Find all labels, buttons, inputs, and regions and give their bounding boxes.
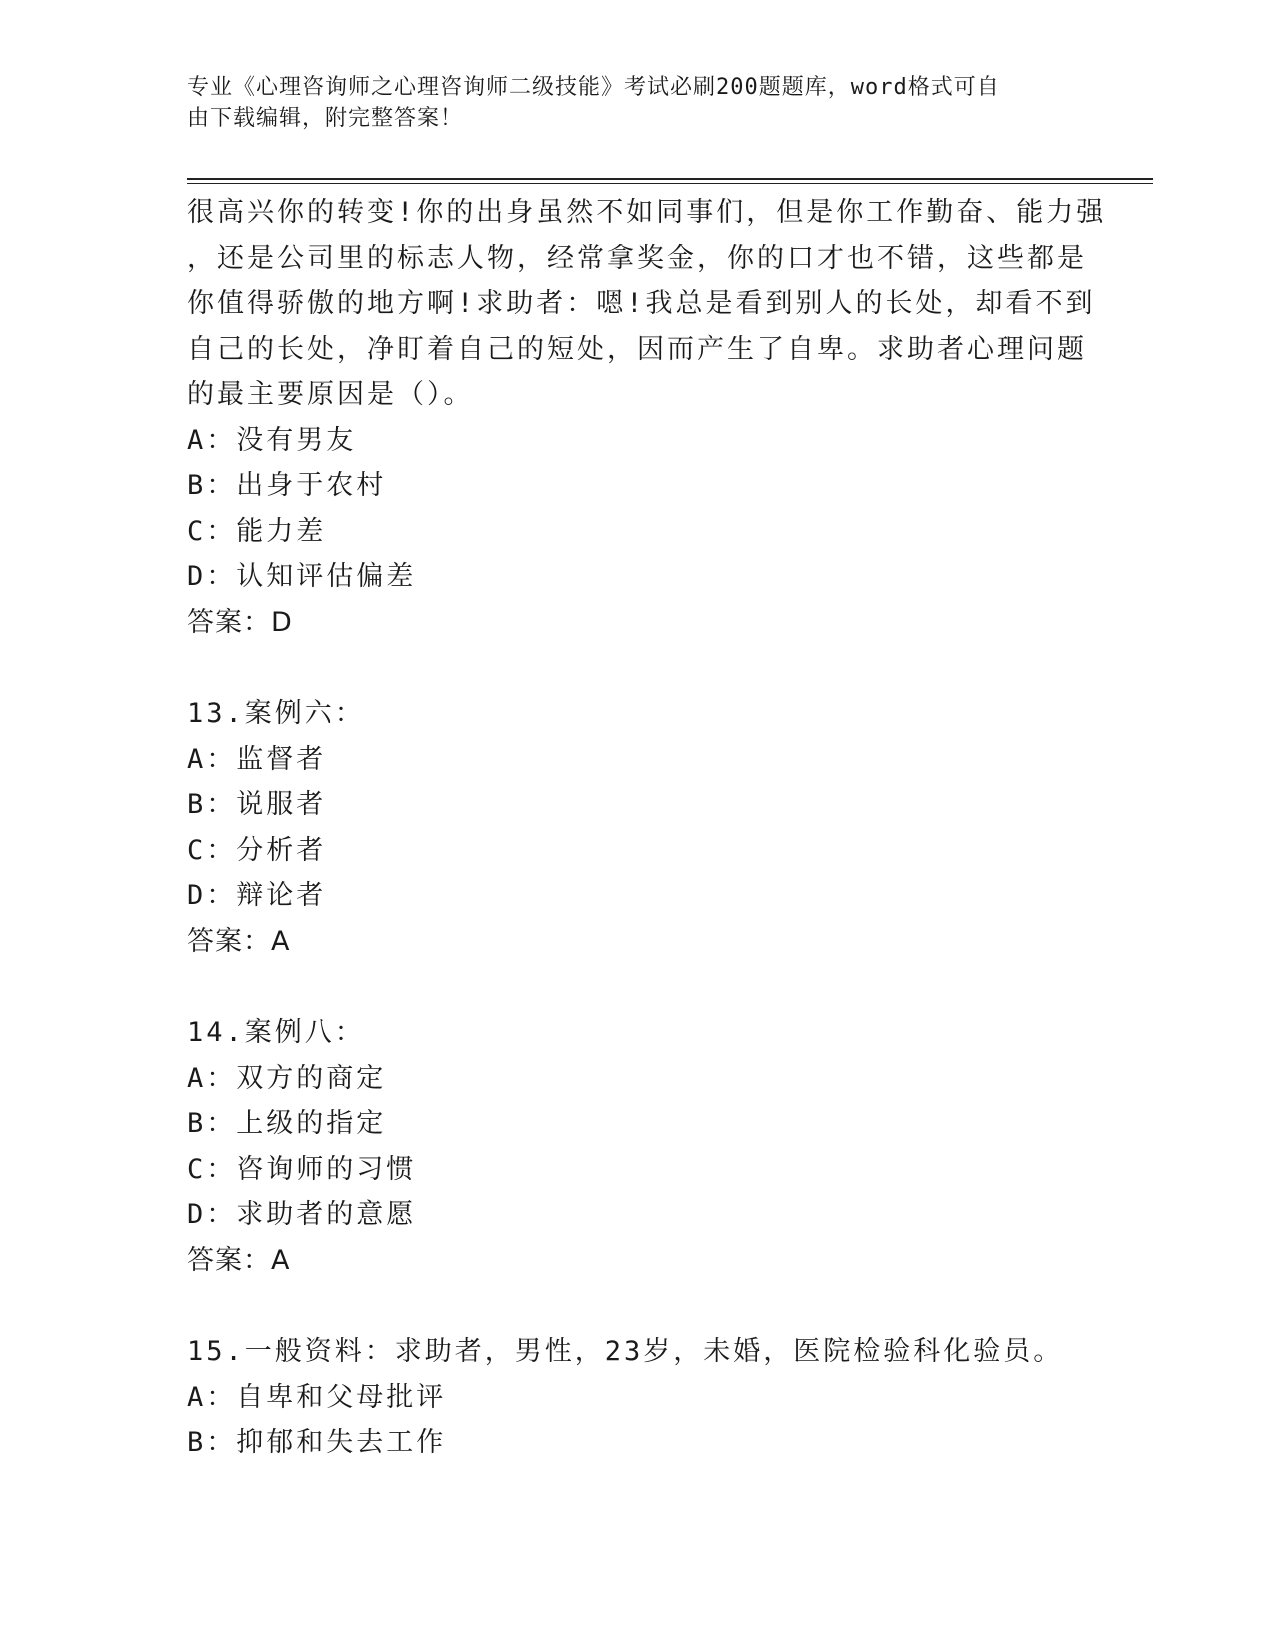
question-stem-line: 的最主要原因是（）。	[187, 379, 474, 410]
option-a: A：自卑和父母批评	[187, 1381, 447, 1413]
answer-line: 答案：A	[187, 1244, 291, 1276]
spacer	[187, 645, 1087, 691]
option-a: A：监督者	[187, 743, 327, 775]
header-divider-thin	[187, 183, 1153, 184]
option-d: D：认知评估偏差	[187, 561, 417, 592]
question-13	[187, 691, 1087, 964]
option-a: A：双方的商定	[187, 1062, 387, 1094]
question-stem-line: ，还是公司里的标志人物，经常拿奖金，你的口才也不错，这些都是	[187, 242, 1087, 274]
option-d: D：辩论者	[187, 880, 327, 911]
option-c: C：能力差	[187, 515, 327, 547]
option-b: B：说服者	[187, 789, 327, 820]
option-b: B：抑郁和失去工作	[187, 1427, 447, 1458]
document-header	[187, 72, 1067, 134]
header-line-1: 专业《心理咨询师之心理咨询师二级技能》考试必刷200题题库，word格式可自	[187, 75, 1000, 100]
answer-line: 答案：A	[187, 925, 291, 957]
answer-line: 答案：D	[187, 606, 293, 638]
option-c: C：分析者	[187, 834, 327, 866]
question-stem-line: 很高兴你的转变!你的出身虽然不如同事们，但是你工作勤奋、能力强	[187, 197, 1107, 228]
question-12	[187, 190, 1107, 645]
header-divider-thick	[187, 178, 1153, 180]
question-stem: 13.案例六：	[187, 698, 365, 729]
document-body	[187, 190, 1107, 1466]
question-stem-line: 自己的长处，净盯着自己的短处，因而产生了自卑。求助者心理问题	[187, 333, 1087, 365]
question-stem-line: 你值得骄傲的地方啊!求助者：嗯!我总是看到别人的长处，却看不到	[187, 288, 1096, 319]
option-d: D：求助者的意愿	[187, 1199, 417, 1230]
question-stem: 14.案例八：	[187, 1017, 365, 1048]
question-stem: 15.一般资料：求助者，男性，23岁，未婚，医院检验科化验员。	[187, 1336, 1064, 1367]
question-14	[187, 1010, 1087, 1283]
option-a: A：没有男友	[187, 424, 357, 456]
spacer	[187, 1283, 1087, 1329]
option-b: B：上级的指定	[187, 1108, 387, 1139]
header-line-2: 由下载编辑，附完整答案！	[187, 106, 464, 131]
option-c: C：咨询师的习惯	[187, 1153, 417, 1185]
option-b: B：出身于农村	[187, 470, 387, 501]
spacer	[187, 964, 1087, 1010]
question-15	[187, 1329, 1087, 1466]
